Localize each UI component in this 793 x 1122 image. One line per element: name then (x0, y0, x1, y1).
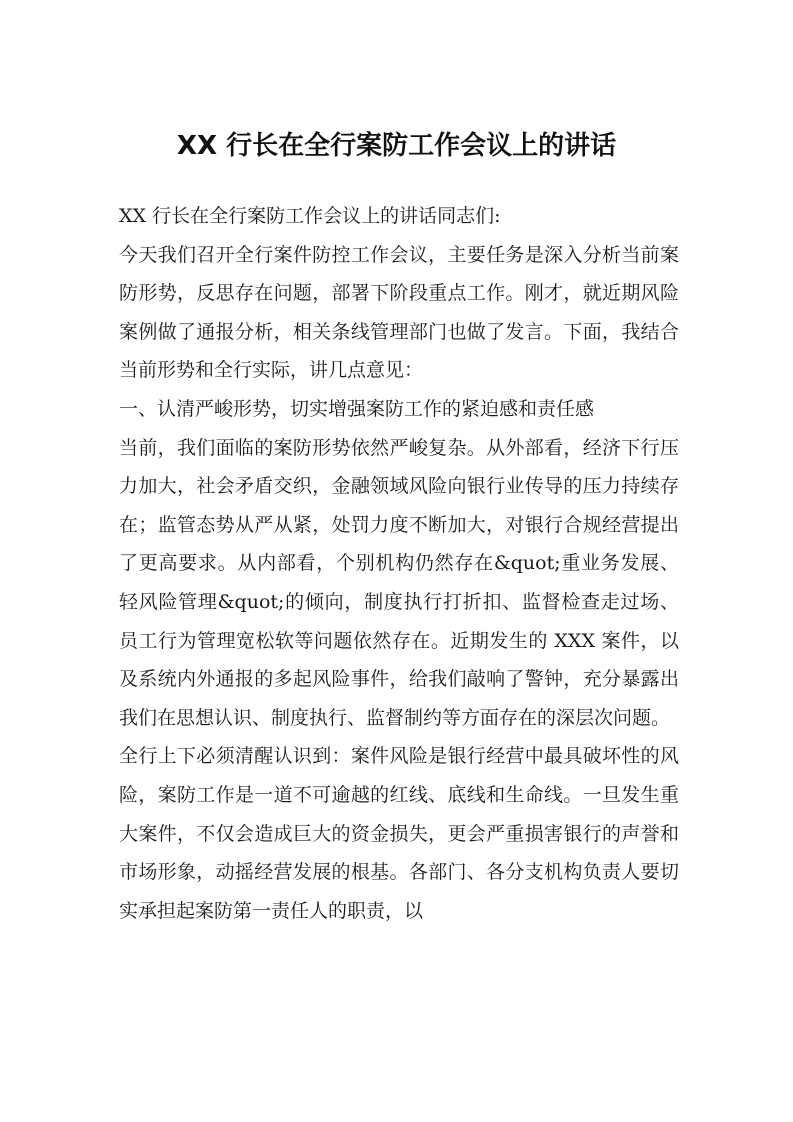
section-heading-1: 一、认清严峻形势，切实增强案防工作的紧迫感和责任感 (119, 397, 595, 420)
paragraph-awareness: 全行上下必须清醒认识到：案件风险是银行经营中最具破坏性的风险，案防工作是一道不可逾越的红线、底线和生命线。一旦发生重大案件，不仅会造成巨大的资金损失，更会严重损害银行的声誉和市场形象，动摇经营发展的根基。各部门、各分支机构负责人要切实承担起案防第一责任人的职责，以 (119, 745, 679, 922)
paragraph-salutation: XX 行长在全行案防工作会议上的讲话同志们: (119, 205, 501, 227)
document-title: XX 行长在全行案防工作会议上的讲话 (176, 131, 617, 161)
paragraph-opening: 今天我们召开全行案件防控工作会议，主要任务是深入分析当前案防形势，反思存在问题，部署下阶段重点工作。刚才，就近期风险案例做了通报分析，相关条线管理部门也做了发言。下面，我结合当前形势和全行实际，讲几点意见： (119, 243, 679, 382)
paragraph-situation: 当前，我们面临的案防形势依然严峻复杂。从外部看，经济下行压力加大，社会矛盾交织，金融领域风险向银行业传导的压力持续存在；监管态势从严从紧，处罚力度不断加大，对银行合规经营提出了更高要求。从内部看，个别机构仍然存在&quot;重业务发展、轻风险管理&quot;的倾向，制度执行打折扣、监督检查走过场、员工行为管理宽松软等问题依然存在。近期发生的 XXX 案件，以及系统内外通报的多起风险事件，给我们敲响了警钟，充分暴露出我们在思想认识、制度执行、监督制约等方面存在的深层次问题。 (119, 436, 679, 729)
document-body (119, 197, 679, 930)
